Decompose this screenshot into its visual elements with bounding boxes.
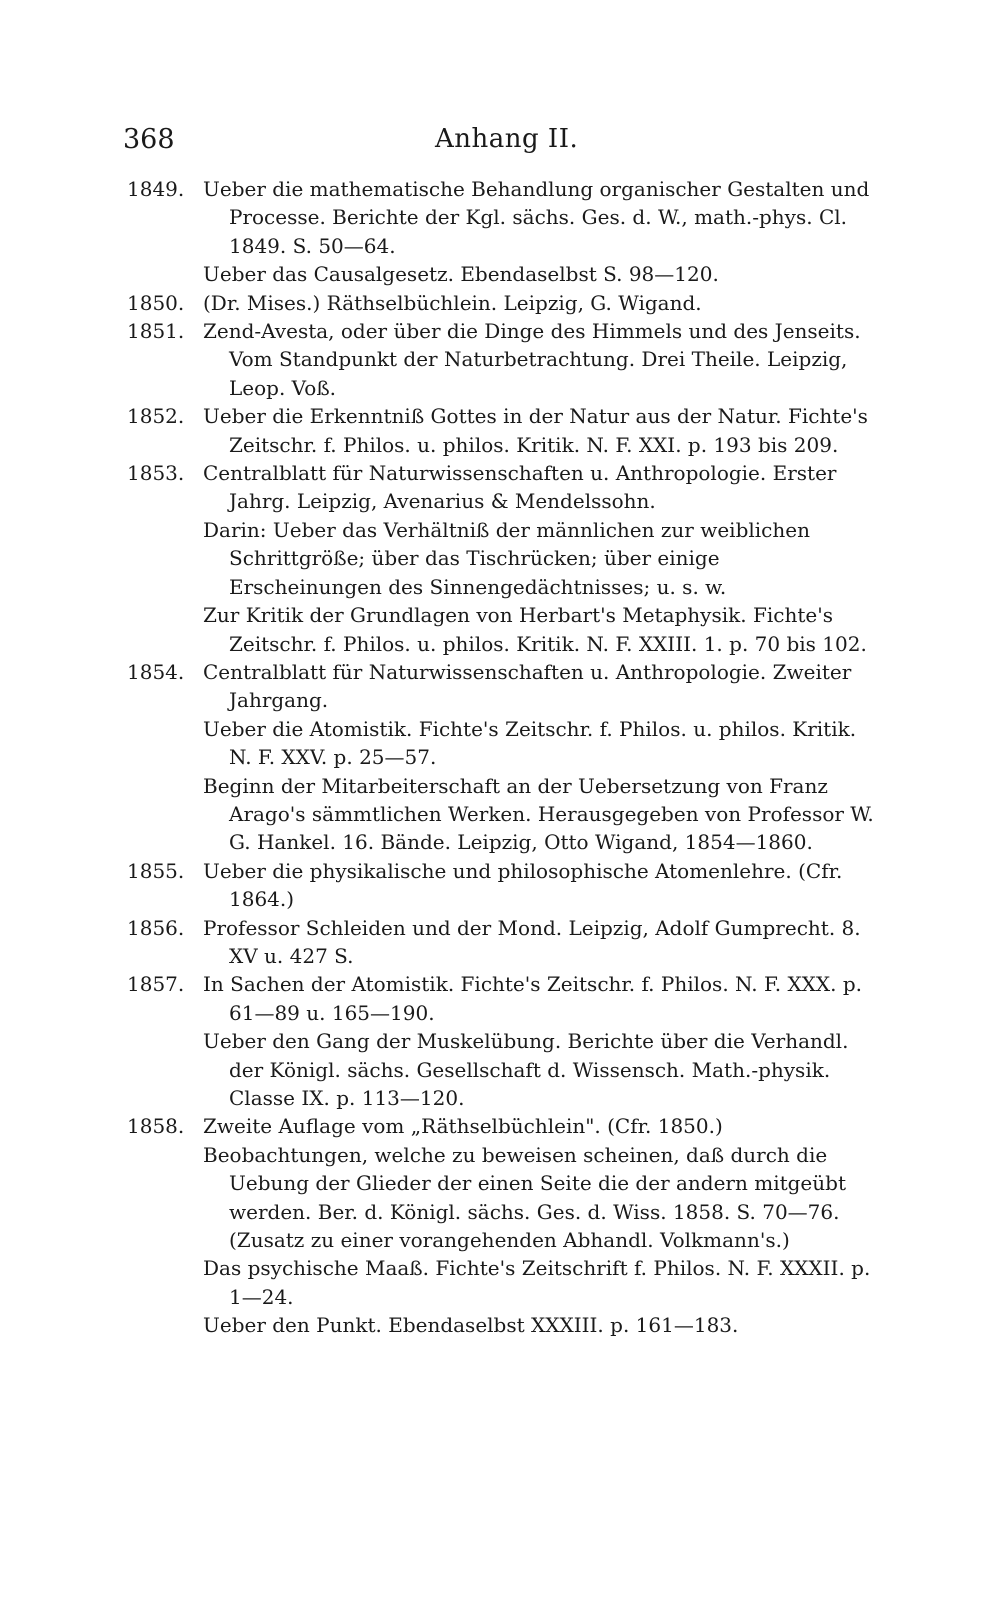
bibliography-entry — [0, 658, 1000, 857]
entry-item: Zweite Auflage vom „Räthselbüchlein". (Cfr. 1850.) — [203, 1114, 723, 1139]
bibliography-entry — [0, 914, 1000, 971]
entry-items — [203, 402, 875, 459]
bibliography-entry — [0, 970, 1000, 1112]
entry-year: 1854. — [127, 659, 185, 684]
entry-items — [203, 658, 875, 857]
entry-year: 1851. — [127, 319, 185, 344]
entry-item: Centralblatt für Naturwissenschaften u. Anthropologie. Zweiter Jahrgang. — [203, 659, 852, 713]
bibliography-entry — [0, 1112, 1000, 1339]
entry-items — [203, 459, 875, 658]
entry-item: Beobachtungen, welche zu beweisen scheinen, daß durch die Uebung der Glieder der einen Seite die der andern mitgeübt werden. Ber. d. Königl. sächs. Ges. d. Wiss. 1858. S. 70—76. (Zusatz zu einer vorangehenden Abhandl. Volkmann's.) — [203, 1142, 846, 1253]
entry-items — [203, 1112, 875, 1339]
bibliography-entry — [0, 402, 1000, 459]
bibliography-entry — [0, 857, 1000, 914]
entry-item: Das psychische Maaß. Fichte's Zeitschrift f. Philos. N. F. XXXII. p. 1—24. — [203, 1256, 871, 1309]
entry-year: 1852. — [127, 404, 185, 429]
bibliography-entry — [0, 317, 1000, 402]
entry-item: In Sachen der Atomistik. Fichte's Zeitschr. f. Philos. N. F. XXX. p. 61—89 u. 165—190. — [203, 972, 863, 1025]
entry-items — [203, 317, 875, 402]
entry-item: Ueber die mathematische Behandlung organischer Gestalten und Processe. Berichte der Kgl. sächs. Ges. d. W., math.-phys. Cl. 1849. S. 50—64. — [203, 177, 870, 258]
entry-items — [203, 289, 875, 317]
entry-item: Darin: Ueber das Verhältniß der männlichen zur weiblichen Schrittgröße; über das Tischrücken; über einige Erscheinungen des Sinnengedächtnisses; u. s. w. — [203, 517, 810, 599]
entry-year: 1858. — [127, 1114, 185, 1139]
entry-item: Ueber das Causalgesetz. Ebendaselbst S. 98—120. — [203, 262, 719, 287]
entry-items — [203, 970, 875, 1112]
entry-item: Beginn der Mitarbeiterschaft an der Uebersetzung von Franz Arago's sämmtlichen Werken. Herausgegeben von Professor W. G. Hankel. 16. Bände. Leipzig, Otto Wigand, 1854—1860. — [203, 773, 874, 855]
entry-item: Ueber die Erkenntniß Gottes in der Natur aus der Natur. Fichte's Zeitschr. f. Philos. u. philos. Kritik. N. F. XXI. p. 193 bis 209. — [203, 404, 868, 457]
bibliography-entry — [0, 459, 1000, 658]
entry-year: 1856. — [127, 915, 185, 940]
running-head: Anhang II. — [435, 124, 579, 154]
entry-items — [203, 914, 875, 971]
entry-items — [203, 857, 875, 914]
bibliography-list — [0, 175, 1000, 1340]
entry-item: Ueber den Punkt. Ebendaselbst XXXIII. p. 161—183. — [203, 1313, 739, 1338]
entry-item: (Dr. Mises.) Räthselbüchlein. Leipzig, G. Wigand. — [203, 290, 702, 315]
entry-item: Ueber die physikalische und philosophische Atomenlehre. (Cfr. 1864.) — [203, 858, 843, 912]
bibliography-entry — [0, 289, 1000, 317]
entry-year: 1855. — [127, 858, 185, 883]
entry-item: Ueber die Atomistik. Fichte's Zeitschr. f. Philos. u. philos. Kritik. N. F. XXV. p. 25—57. — [203, 716, 857, 770]
entry-year: 1849. — [127, 177, 185, 201]
entry-item: Professor Schleiden und der Mond. Leipzig, Adolf Gumprecht. 8. XV u. 427 S. — [203, 915, 861, 968]
entry-item: Zend-Avesta, oder über die Dinge des Himmels und des Jenseits. Vom Standpunkt der Naturbetrachtung. Drei Theile. Leipzig, Leop. Voß. — [203, 319, 861, 400]
entry-year: 1850. — [127, 290, 185, 315]
entry-item: Zur Kritik der Grundlagen von Herbart's Metaphysik. Fichte's Zeitschr. f. Philos. u. philos. Kritik. N. F. XXIII. 1. p. 70 bis 102. — [203, 603, 867, 656]
bibliography-entry — [0, 175, 1000, 289]
entry-item: Ueber den Gang der Muskelübung. Berichte über die Verhandl. der Königl. sächs. Gesellschaft d. Wissensch. Math.-physik. Classe IX. p. 113—120. — [203, 1029, 849, 1110]
entry-year: 1857. — [127, 972, 185, 997]
entry-year: 1853. — [127, 461, 185, 486]
entry-item: Centralblatt für Naturwissenschaften u. Anthropologie. Erster Jahrg. Leipzig, Avenarius & Mendelssohn. — [203, 461, 837, 514]
entry-items — [203, 175, 875, 289]
page-number: 368 — [123, 124, 175, 155]
